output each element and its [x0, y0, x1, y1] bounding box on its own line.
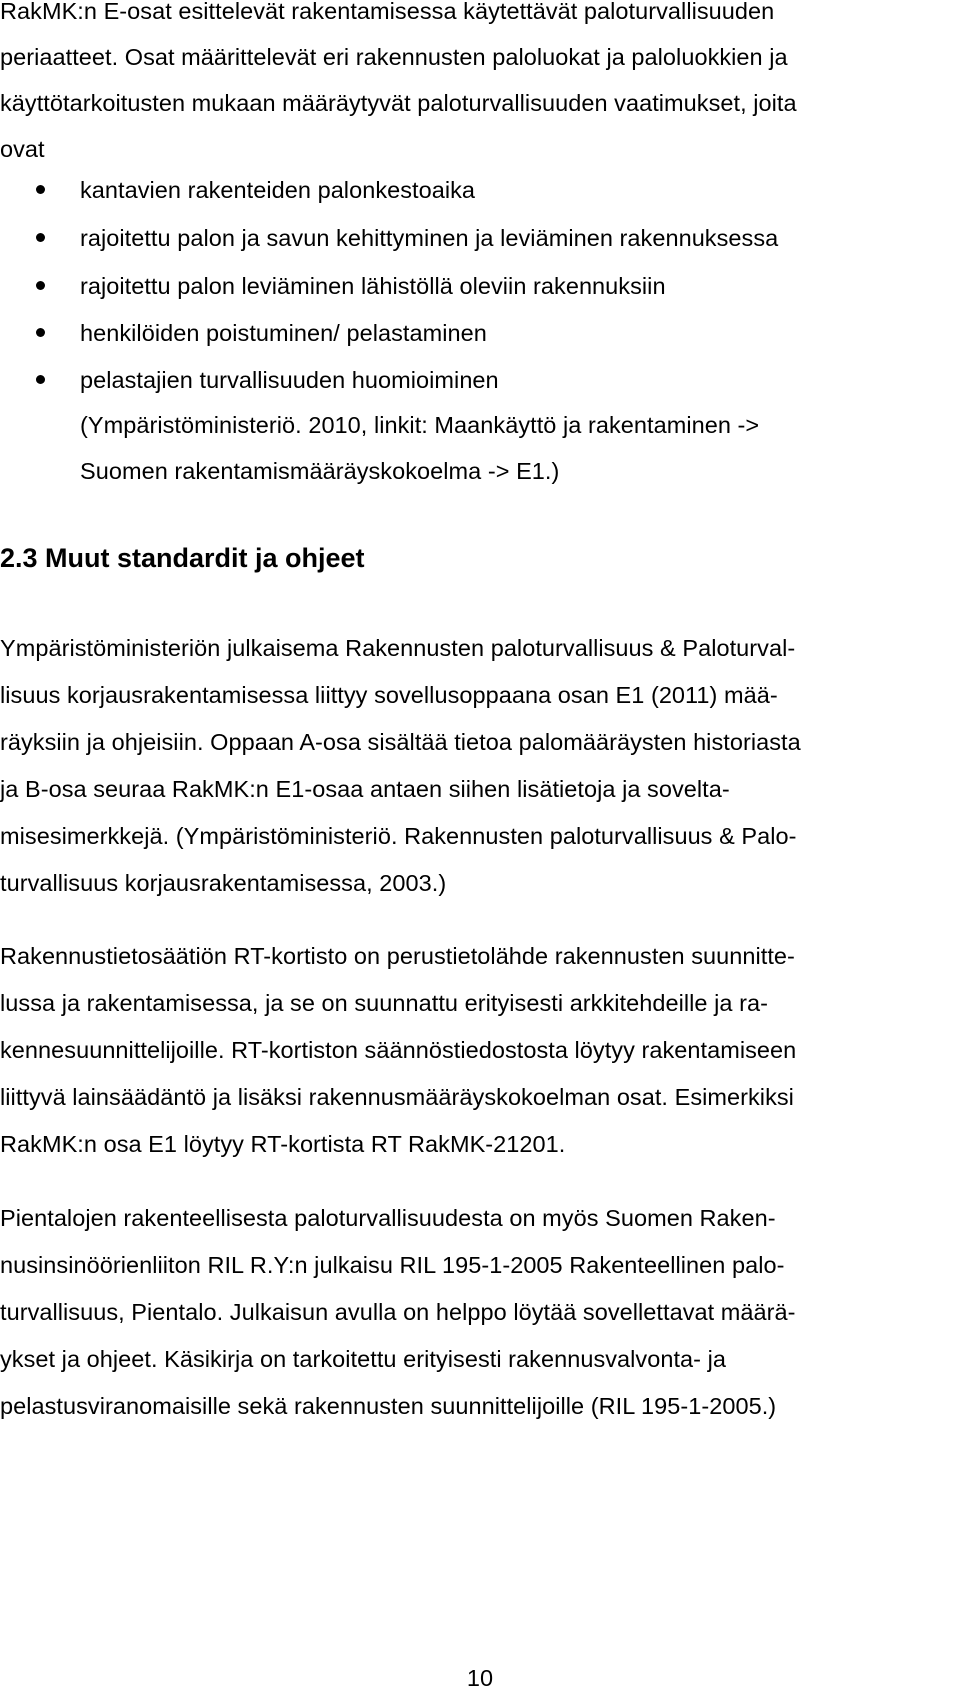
intro-line: RakMK:n E-osat esittelevät rakentamisessa käytettävät paloturvallisuuden: [0, 0, 775, 24]
source-reference-line: Suomen rakentamismääräyskokoelma -> E1.): [80, 458, 560, 484]
paragraph-line: pelastusviranomaisille sekä rakennusten suunnittelijoille (RIL 195-1-2005.): [0, 1393, 777, 1419]
paragraph-line: kennesuunnittelijoille. RT-kortiston säännöstiedostosta löytyy rakentamiseen: [0, 1037, 797, 1063]
paragraph-line: Rakennustietosäätiön RT-kortisto on perustietolähde rakennusten suunnitte-: [0, 943, 795, 969]
paragraph-line: misesimerkkejä. (Ympäristöministeriö. Rakennusten paloturvallisuus & Palo-: [0, 823, 797, 849]
bullet-icon: [36, 185, 45, 194]
paragraph-line: lisuus korjausrakentamisessa liittyy sovellusoppaana osan E1 (2011) mää-: [0, 682, 778, 708]
paragraph-line: ja B-osa seuraa RakMK:n E1-osaa antaen siihen lisätietoja ja sovelta-: [0, 776, 730, 802]
paragraph-line: lussa ja rakentamisessa, ja se on suunnattu erityisesti arkkitehdeille ja ra-: [0, 990, 768, 1016]
intro-line: periaatteet. Osat määrittelevät eri rakennusten paloluokat ja paloluokkien ja: [0, 44, 788, 70]
bullet-icon: [36, 233, 45, 242]
intro-line: käyttötarkoitusten mukaan määräytyvät paloturvallisuuden vaatimukset, joita: [0, 90, 797, 116]
bullet-icon: [36, 375, 45, 384]
list-item: rajoitettu palon leviäminen lähistöllä oleviin rakennuksiin: [80, 273, 666, 299]
paragraph-line: nusinsinöörienliiton RIL R.Y:n julkaisu RIL 195-1-2005 Rakenteellinen palo-: [0, 1252, 785, 1278]
section-heading: 2.3 Muut standardit ja ohjeet: [0, 543, 365, 573]
source-reference-line: (Ympäristöministeriö. 2010, linkit: Maankäyttö ja rakentaminen ->: [80, 412, 760, 438]
paragraph-line: turvallisuus korjausrakentamisessa, 2003.): [0, 870, 447, 896]
paragraph-line: liittyvä lainsäädäntö ja lisäksi rakennusmääräyskokoelman osat. Esimerkiksi: [0, 1084, 794, 1110]
paragraph-line: RakMK:n osa E1 löytyy RT-kortista RT RakMK-21201.: [0, 1131, 566, 1157]
bullet-icon: [36, 281, 45, 290]
paragraph-line: turvallisuus, Pientalo. Julkaisun avulla on helppo löytää sovellettavat määrä-: [0, 1299, 796, 1325]
paragraph-line: räyksiin ja ohjeisiin. Oppaan A-osa sisältää tietoa palomääräysten historiasta: [0, 729, 801, 755]
intro-line: ovat: [0, 136, 45, 162]
paragraph-line: Pientalojen rakenteellisesta paloturvallisuudesta on myös Suomen Raken-: [0, 1205, 776, 1231]
list-item: henkilöiden poistuminen/ pelastaminen: [80, 320, 487, 346]
list-item: pelastajien turvallisuuden huomioiminen: [80, 367, 499, 393]
bullet-icon: [36, 328, 45, 337]
paragraph-line: ykset ja ohjeet. Käsikirja on tarkoitettu erityisesti rakennusvalvonta- ja: [0, 1346, 727, 1372]
list-item: rajoitettu palon ja savun kehittyminen ja leviäminen rakennuksessa: [80, 225, 779, 251]
list-item: kantavien rakenteiden palonkestoaika: [80, 177, 476, 203]
page-number: 10: [466, 1665, 494, 1691]
paragraph-line: Ympäristöministeriön julkaisema Rakennusten paloturvallisuus & Paloturval-: [0, 635, 796, 661]
